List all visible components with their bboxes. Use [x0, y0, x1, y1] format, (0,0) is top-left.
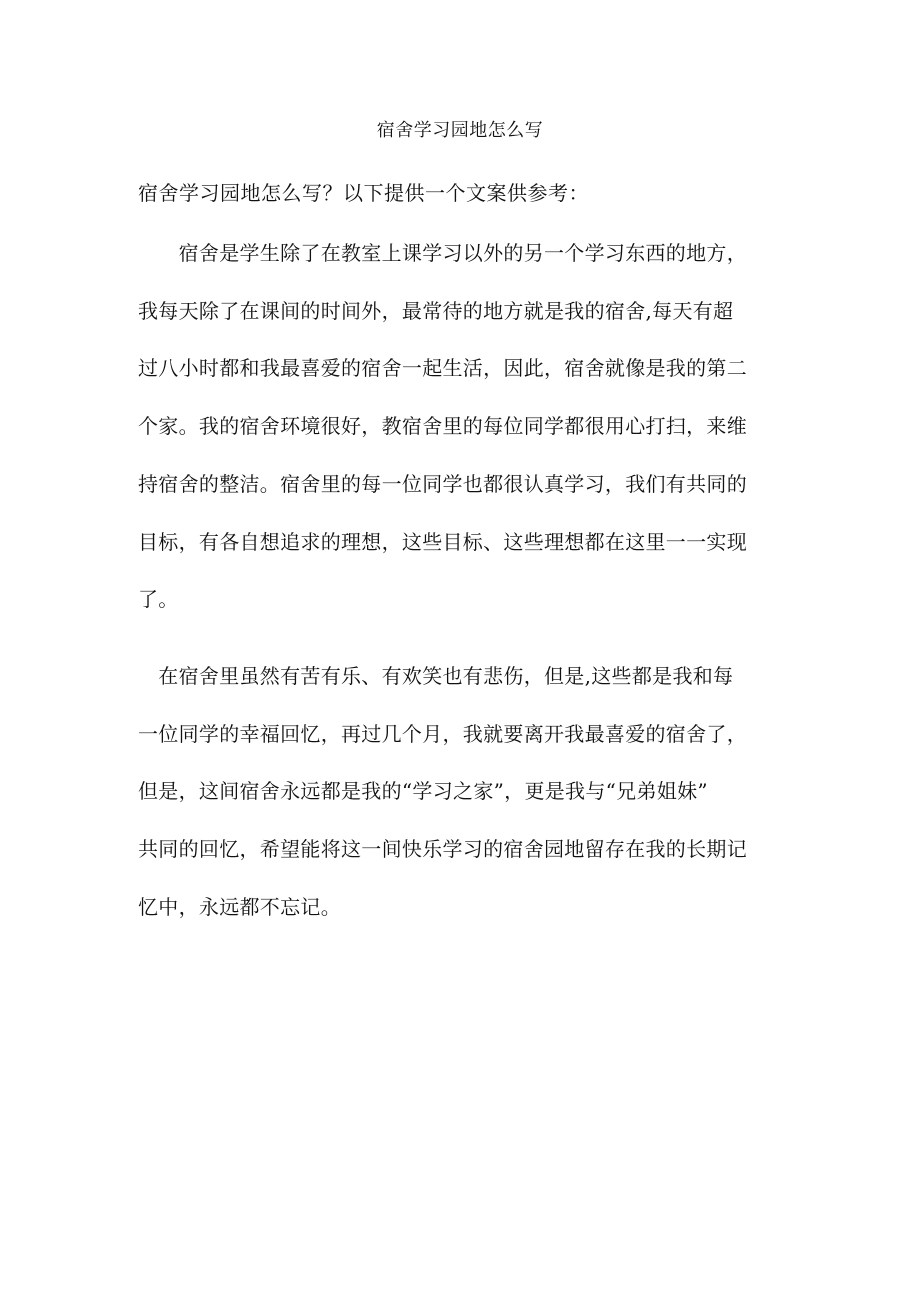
- paragraph-line: 我每天除了在课间的时间外，最常待的地方就是我的宿舍,每天有超: [138, 298, 734, 323]
- body-paragraph-2: [138, 648, 788, 937]
- document-title: 宿舍学习园地怎么写: [376, 120, 544, 141]
- paragraph-line: 在宿舍里虽然有苦有乐、有欢笑也有悲伤，但是,这些都是我和每: [138, 664, 734, 688]
- intro-paragraph: 宿舍学习园地怎么写？以下提供一个文案供参考：: [138, 181, 589, 205]
- paragraph-line: 个家。我的宿舍环境很好，教宿舍里的每位同学都很用心打扫，来维: [138, 414, 747, 439]
- paragraph-line: 但是，这间宿舍永远都是我的“学习之家”，更是我与“兄弟姐妹”: [138, 779, 708, 804]
- paragraph-line: 了。: [138, 587, 179, 612]
- paragraph-line: 一位同学的幸福回忆，再过几个月，我就要离开我最喜爱的宿舍了，: [138, 721, 747, 746]
- paragraph-line: 持宿舍的整洁。宿舍里的每一位同学也都很认真学习，我们有共同的: [138, 471, 747, 496]
- paragraph-line: 宿舍是学生除了在教室上课学习以外的另一个学习东西的地方，: [138, 241, 747, 265]
- body-paragraph-1: [138, 225, 788, 629]
- paragraph-line: 过八小时都和我最喜爱的宿舍一起生活，因此，宿舍就像是我的第二: [138, 356, 747, 381]
- paragraph-line: 共同的回忆，希望能将这一间快乐学习的宿舍园地留存在我的长期记: [138, 837, 747, 862]
- paragraph-line: 忆中，永远都不忘记。: [138, 894, 341, 919]
- paragraph-line: 目标，有各自想追求的理想，这些目标、这些理想都在这里一一实现: [138, 529, 747, 554]
